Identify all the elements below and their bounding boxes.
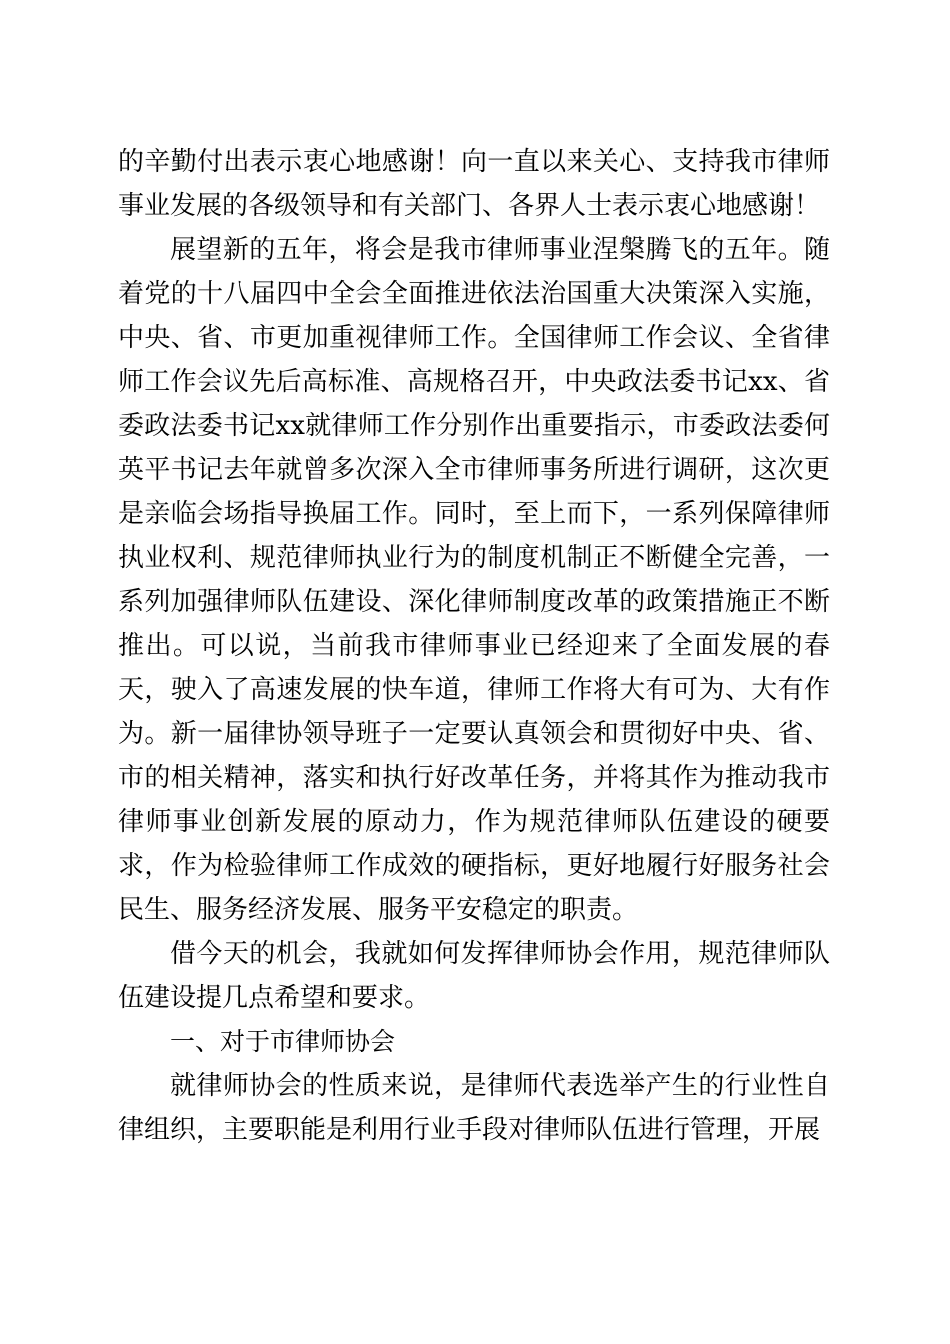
paragraph-outlook: 展望新的五年，将会是我市律师事业涅槃腾飞的五年。随着党的十八届四中全会全面推进依法治国重大决策深入实施，中央、省、市更加重视律师工作。全国律师工作会议、全省律师工作会议先后高标准、高规格召开，中央政法委书记xx、省委政法委书记xx就律师工作分别作出重要指示，市委政法委何英平书记去年就曾多次深入全市律师事务所进行调研，这次更是亲临会场指导换届工作。同时，至上而下，一系列保障律师执业权利、规范律师执业行为的制度机制正不断健全完善，一系列加强律师队伍建设、深化律师制度改革的政策措施正不断推出。可以说，当前我市律师事业已经迎来了全面发展的春天，驶入了高速发展的快车道，律师工作将大有可为、大有作为。新一届律协领导班子一定要认真领会和贯彻好中央、省、市的相关精神，落实和执行好改革任务，并将其作为推动我市律师事业创新发展的原动力，作为规范律师队伍建设的硬要求，作为检验律师工作成效的硬指标，更好地履行好服务社会民生、服务经济发展、服务平安稳定的职责。	[118, 235, 830, 925]
paragraph-requirements-intro: 借今天的机会，我就如何发挥律师协会作用，规范律师队伍建设提几点希望和要求。	[118, 939, 830, 1013]
paragraph-association-nature: 就律师协会的性质来说，是律师代表选举产生的行业性自律组织，主要职能是利用行业手段对律师队伍进行管理，开展	[118, 1071, 830, 1145]
paragraph-continuation: 的辛勤付出表示衷心地感谢！向一直以来关心、支持我市律师事业发展的各级领导和有关部门、各界人士表示衷心地感谢！	[118, 147, 830, 221]
section-heading-lawyers-association: 一、对于市律师协会	[170, 1027, 396, 1056]
document-body	[118, 140, 830, 1152]
